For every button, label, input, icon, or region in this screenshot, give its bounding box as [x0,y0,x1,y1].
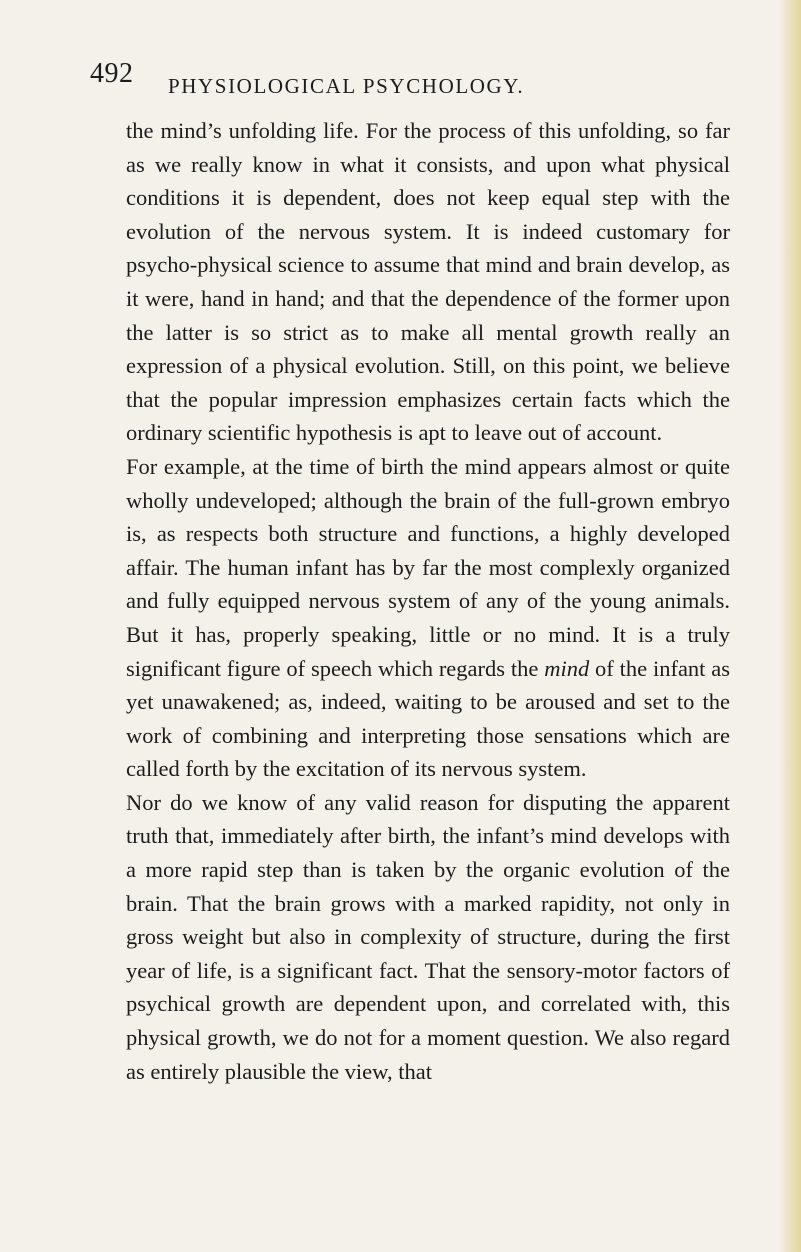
paragraph-text: For example, at the time of birth the mind appears almost or quite wholly undeveloped; although the brain of the full-grown embryo is, as respects both structure and functions, a highly developed affair. The human infant has by far the most complexly organized and fully equipped nervous system of any of the young animals. But it has, properly speaking, little or no mind. It is a truly significant figure of speech which regards the [126,453,730,681]
running-title: PHYSIOLOGICAL PSYCHOLOGY. [168,74,525,98]
paragraph [126,450,730,786]
page-number: 492 [90,58,134,89]
italic-word: mind [544,655,590,681]
paragraph: the mind’s unfolding life. For the process of this unfolding, so far as we really know in what it consists, and upon what physical conditions it is dependent, does not keep equal step with the evolution of the nervous system. It is indeed customary for psycho-physical science to assume that mind and brain develop, as it were, hand in hand; and that the dependence of the former upon the latter is so strict as to make all mental growth really an expression of a physical evolution. Still, on this point, we believe that the popular impression emphasizes certain facts which the ordinary scientific hypothesis is apt to leave out of account. [126,118,730,446]
paragraph-text: of the infant as yet unawakened; as, indeed, waiting to be aroused and set to the work of combining and interpreting those sensations which are called forth by the excitation of its nervous system. [126,655,731,782]
body-text [126,114,730,1088]
paragraph: Nor do we know of any valid reason for disputing the apparent truth that, immediately after birth, the infant’s mind develops with a more rapid step than is taken by the organic evolution of the brain. That the brain grows with a marked rapidity, not only in gross weight but also in complexity of structure, during the first year of life, is a significant fact. That the sensory-motor factors of psychical growth are dependent upon, and correlated with, this physical growth, we do not for a moment question. We also regard as entirely plausible the view, that [126,789,730,1084]
page-edge [779,0,801,1252]
